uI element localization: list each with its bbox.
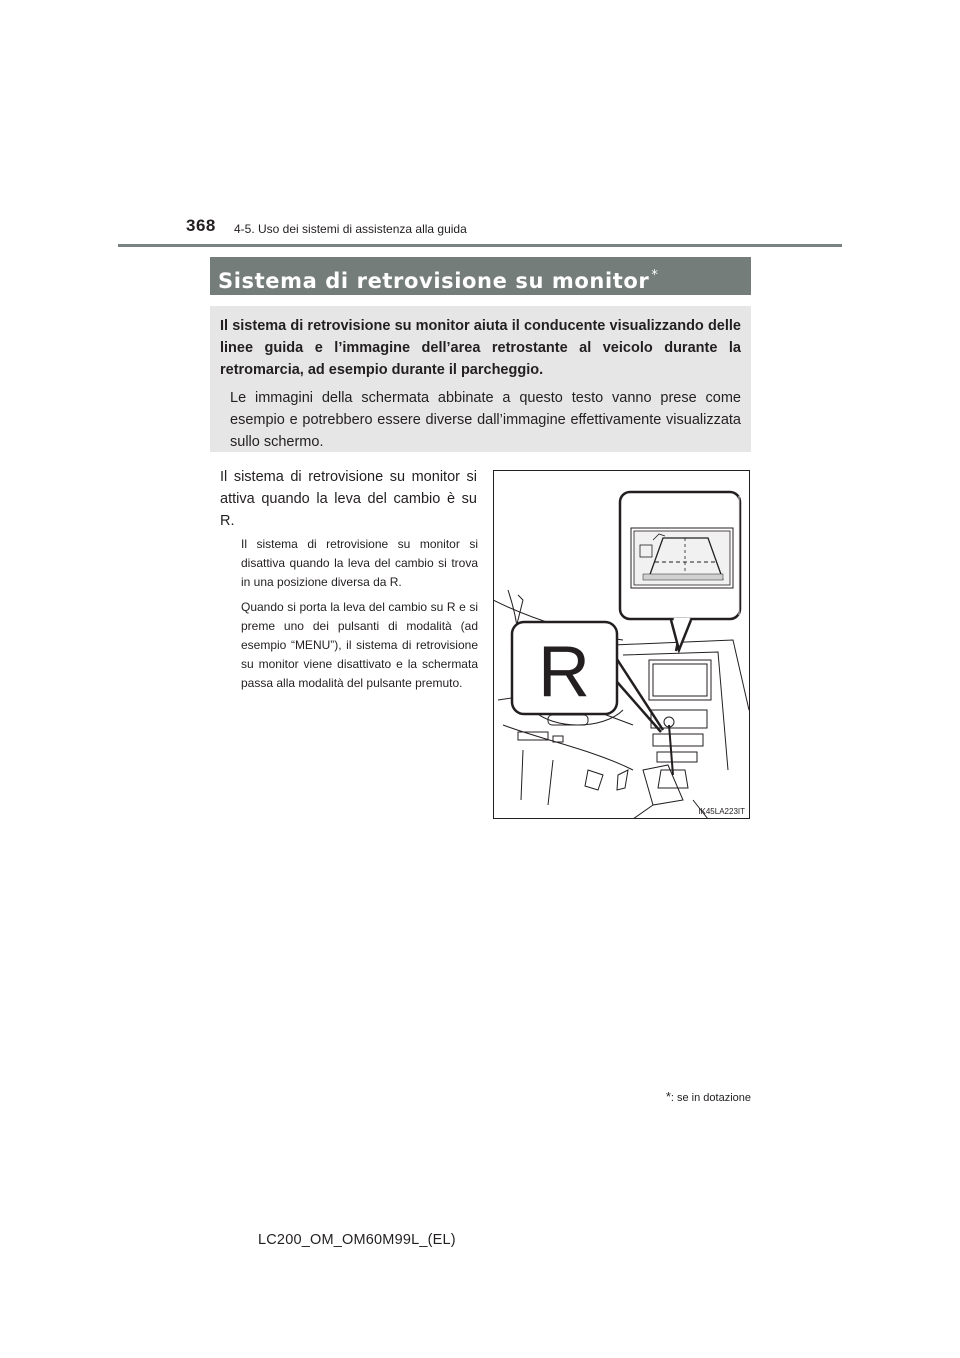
body-paragraph: Il sistema di retrovisione su monitor si attiva quando la leva del cambio è su R. [220,469,477,529]
intro-note: Le immagini della schermata abbinate a questo testo vanno prese come esempio e potrebbero essere diverse dall’immagine effettivamente visualizzata sullo schermo. [230,390,741,450]
section-title-bar [210,257,751,295]
note-paragraph: Quando si porta la leva del cambio su R e si preme uno dei pulsanti di modalità (ad esempio “MENU”), il sistema di retrovisione su monitor viene disattivato e la schermata passa alla modalità del pulsante premuto. [241,600,478,690]
gear-r-label: R [538,632,590,712]
intro-summary: Il sistema di retrovisione su monitor aiuta il conducente visualizzando delle linee guida e l’immagine dell’area retrostante al veicolo durante la retromarcia, ad esempio durante il parcheggio. [220,318,741,378]
footnote [631,1089,751,1104]
footnote-marker: * [665,1089,671,1104]
intro-box [210,306,751,452]
note-paragraph: Il sistema di retrovisione su monitor si disattiva quando la leva del cambio si trova in una posizione diversa da R. [241,537,478,589]
dashboard-illustration [493,470,750,819]
page-number: 368 [186,216,216,235]
optional-marker: * [651,268,659,283]
footer-doc-code: LC200_OM_OM60M99L_(EL) [258,1232,456,1248]
figure-code: IK45LA223IT [698,807,745,816]
section-title: Sistema di retrovisione su monitor [218,269,650,293]
header-divider [118,244,842,247]
footnote-text: : se in dotazione [670,1092,751,1104]
section-reference: 4-5. Uso dei sistemi di assistenza alla guida [234,222,467,236]
